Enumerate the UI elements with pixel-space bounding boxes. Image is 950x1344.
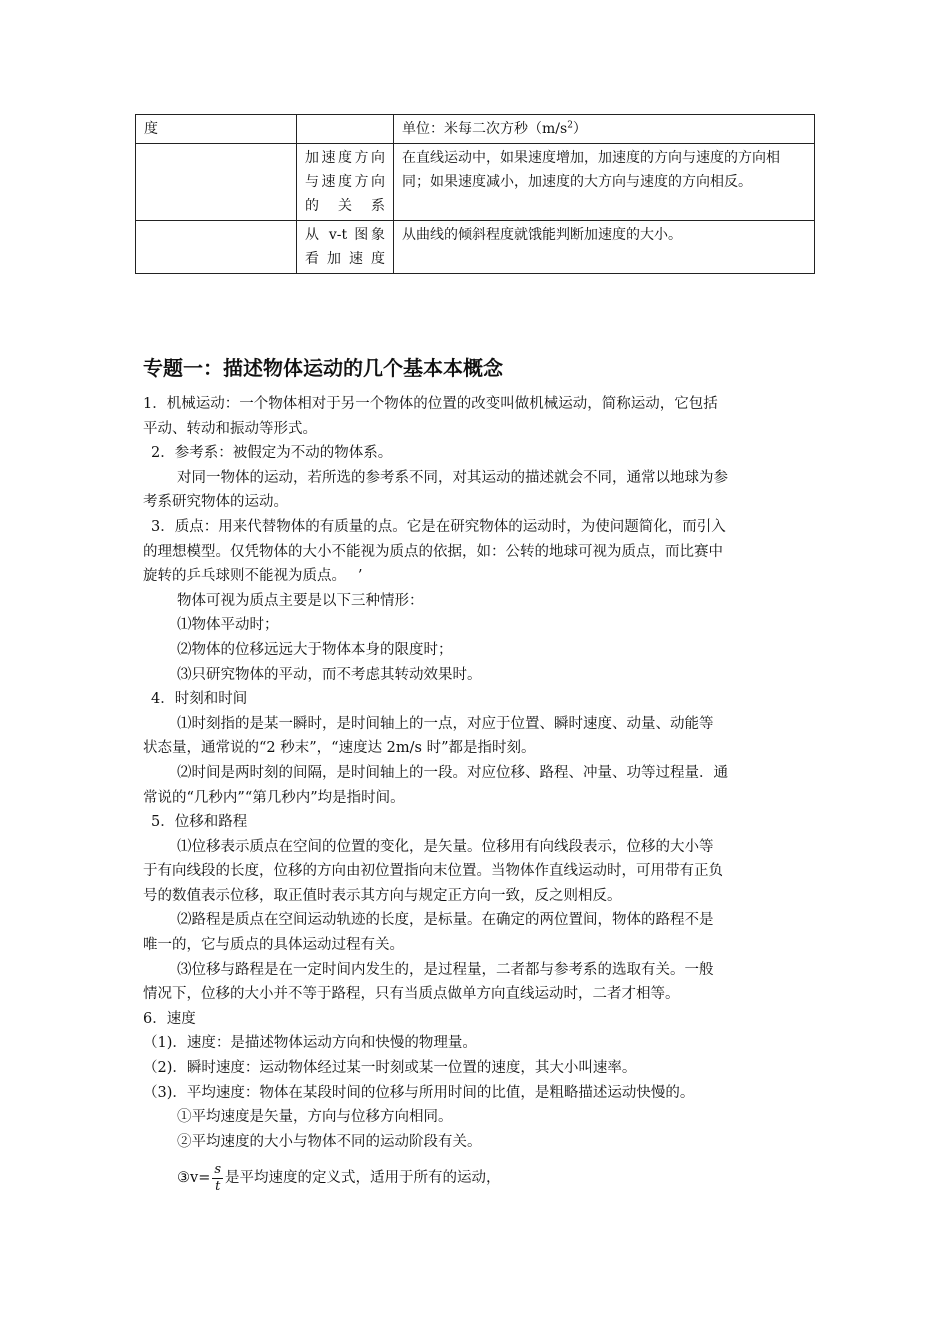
table-row	[136, 221, 815, 274]
formula-prefix: ③v=	[177, 1170, 211, 1187]
text-line: 平动、转动和振动等形式。	[143, 420, 317, 437]
fraction-numerator: s	[214, 1161, 222, 1177]
text-line: （1)．速度：是描述物体运动方向和快慢的物理量。	[143, 1035, 477, 1052]
formula-line	[143, 1156, 815, 1200]
text-line: 于有向线段的长度，位移的方向由初位置指向末位置。当物体作直线运动时，可用带有正负	[143, 863, 723, 880]
text-line: ⑴物体平动时；	[177, 617, 279, 634]
text-line: ⑵时间是两时刻的间隔，是时间轴上的一段。对应位移、路程、冲量、功等过程量．通	[177, 764, 728, 781]
unit-text: 单位：米每二次方秒（m/s	[402, 121, 568, 137]
table-row	[136, 115, 815, 144]
text-line: 状态量，通常说的“2 秒末”，“速度达 2m/s 时”都是指时刻。	[143, 740, 536, 757]
text-line: 1．机械运动：一个物体相对于另一个物体的位置的改变叫做机械运动，简称运动，它包括	[143, 396, 718, 412]
table-cell: 度	[136, 115, 297, 144]
text-line: 唯一的，它与质点的具体运动过程有关。	[143, 937, 404, 954]
text-line: 的理想模型。仅凭物体的大小不能视为质点的依据，如：公转的地球可视为质点，而比赛中	[143, 543, 723, 560]
table-cell	[136, 221, 297, 274]
table-cell	[394, 115, 815, 144]
unit-text-end: ）	[572, 121, 587, 137]
text-line: ⑵物体的位移远远大于物体本身的限度时；	[177, 641, 453, 658]
concept-table	[135, 114, 815, 274]
text-line: ⑶位移与路程是在一定时间内发生的，是过程量，二者都与参考系的选取有关。一般	[177, 961, 714, 978]
text-line: ⑵路程是质点在空间运动轨迹的长度，是标量。在确定的两位置间，物体的路程不是	[177, 912, 714, 929]
table-cell: 加速度方向与速度方向的关系	[297, 144, 394, 221]
table-cell: 在直线运动中，如果速度增加，加速度的方向与速度的方向相同；如果速度减小，加速度的大方向与速度的方向相反。	[394, 144, 815, 221]
table-cell	[297, 115, 394, 144]
table-row	[136, 144, 815, 221]
text-line: 情况下，位移的大小并不等于路程，只有当质点做单方向直线运动时，二者才相等。	[143, 986, 680, 1003]
text-line: 4．时刻和时间	[151, 691, 248, 708]
text-line: ⑴时刻指的是某一瞬时，是时间轴上的一点，对应于位置、瞬时速度、动量、动能等	[177, 715, 714, 732]
text-line: 物体可视为质点主要是以下三种情形：	[177, 592, 424, 609]
fraction	[212, 1162, 223, 1195]
text-line: 对同一物体的运动，若所选的参考系不同，对其运动的描述就会不同，通常以地球为参	[177, 469, 728, 486]
unit-exponent: 2	[567, 120, 573, 131]
text-line: 常说的“几秒内”“第几秒内”均是指时间。	[143, 789, 405, 806]
fraction-denominator: t	[215, 1178, 221, 1194]
text-line: 考系研究物体的运动。	[143, 494, 288, 511]
text-line: （2)．瞬时速度：运动物体经过某一时刻或某一位置的速度，其大小叫速率。	[143, 1060, 637, 1077]
text-line: ⑴位移表示质点在空间的位置的变化，是矢量。位移用有向线段表示，位移的大小等	[177, 838, 714, 855]
text-line: （3)．平均速度：物体在某段时间的位移与所用时间的比值，是粗略描述运动快慢的。	[143, 1084, 695, 1101]
text-line: 旋转的乒乓球则不能视为质点。 ’	[143, 568, 363, 585]
table-cell: 从 v-t 图象看加速度	[297, 221, 394, 274]
text-line: 号的数值表示位移，取正值时表示其方向与规定正方向一致，反之则相反。	[143, 887, 622, 904]
text-line: 2．参考系：被假定为不动的物体系。	[151, 445, 393, 462]
text-line: 3．质点：用来代替物体的有质量的点。它是在研究物体的运动时，为使问题简化，而引入	[151, 518, 726, 535]
table-cell: 从曲线的倾斜程度就饿能判断加速度的大小。	[394, 221, 815, 274]
section-heading: 专题一：描述物体运动的几个基本本概念	[143, 356, 503, 380]
text-line: ①平均速度是矢量，方向与位移方向相同。	[177, 1109, 453, 1126]
formula-suffix: 是平均速度的定义式，适用于所有的运动，	[225, 1170, 501, 1187]
table-cell	[136, 144, 297, 221]
body-text	[143, 392, 815, 1200]
text-line: 5．位移和路程	[151, 814, 248, 831]
text-line: ②平均速度的大小与物体不同的运动阶段有关。	[177, 1133, 482, 1150]
text-line: 6．速度	[143, 1010, 196, 1027]
text-line: ⑶只研究物体的平动，而不考虑其转动效果时。	[177, 666, 482, 683]
